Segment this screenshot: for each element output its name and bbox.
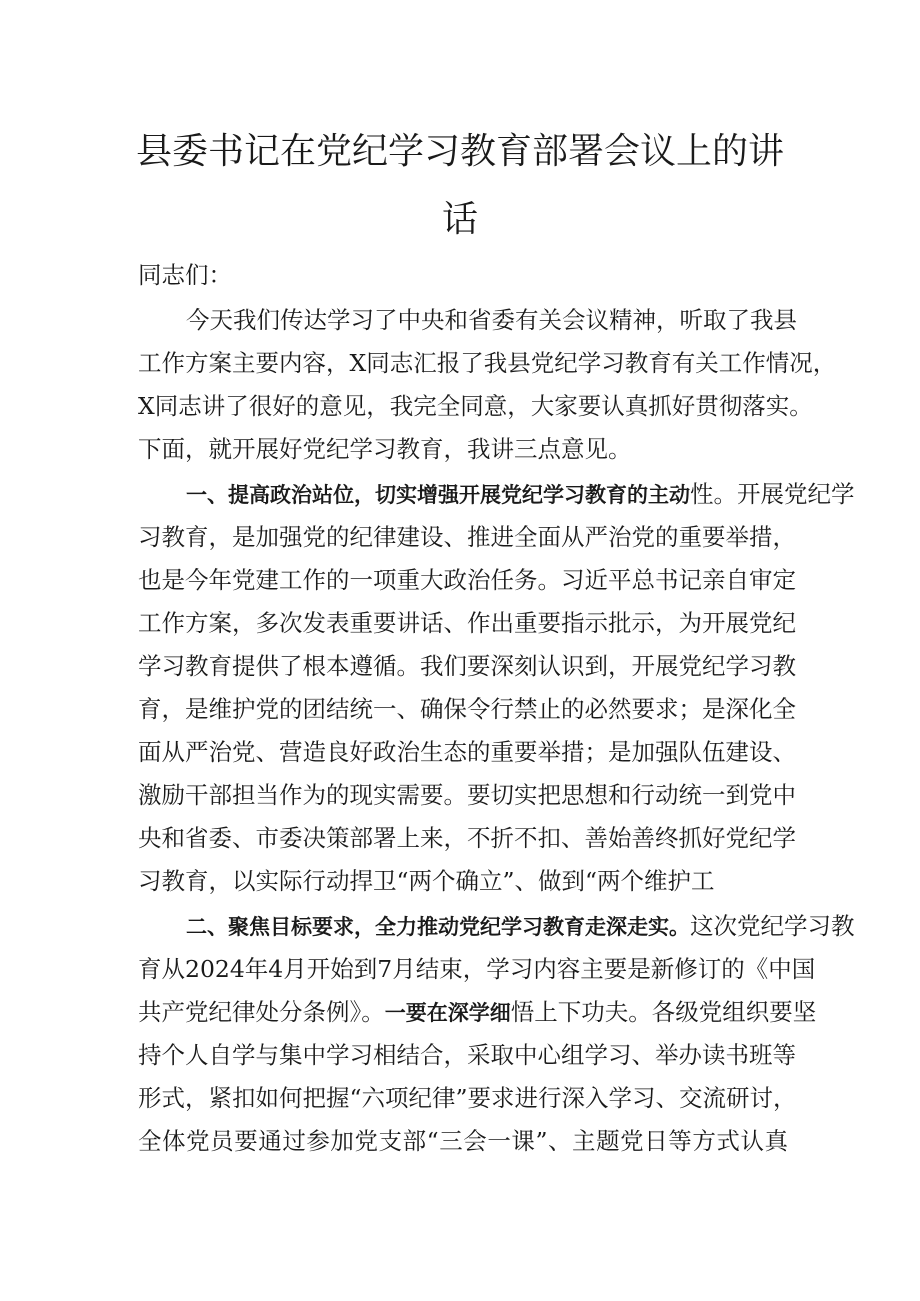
paragraph-3-line-3: [138, 997, 817, 1027]
paragraph-1-line-4: 下面，就开展好党纪学习教育，我讲三点意见。: [138, 435, 632, 463]
salutation: 同志们：: [138, 261, 232, 289]
paragraph-2-line-8: 激励干部担当作为的现实需要。要切实把思想和行动统一到党中: [138, 781, 796, 809]
section-1-heading: 一、提高政治站位，切实增强开展党纪学习教育的主动: [186, 483, 690, 507]
paragraph-2-line-9: 央和省委、市委决策部署上来，不折不扣、善始善终抓好党纪学: [138, 824, 796, 852]
paragraph-2-line-6: 育，是维护党的团结统一、确保令行禁止的必然要求；是深化全: [138, 695, 796, 723]
paragraph-3-line-1-text: 这次党纪学习教: [690, 912, 855, 940]
paragraph-3-line-5: 形式，紧扣如何把握“六项纪律”要求进行深入学习、交流研讨，: [138, 1084, 797, 1112]
paragraph-2-line-4: 工作方案，多次发表重要讲话、作出重要指示批示，为开展党纪: [138, 609, 796, 637]
paragraph-1-line-1: 今天我们传达学习了中央和省委有关会议精神，听取了我县: [186, 306, 797, 334]
paragraph-3-line-4: 持个人自学与集中学习相结合，采取中心组学习、举办读书班等: [138, 1041, 796, 1069]
paragraph-2-line-1: [186, 479, 855, 509]
paragraph-3-line-2: 育从2024年4月开始到7月结束，学习内容主要是新修订的《中国: [138, 955, 816, 983]
paragraph-2-line-1-text: 性。开展党纪学: [690, 480, 855, 508]
paragraph-2-line-2: 习教育，是加强党的纪律建设、推进全面从严治党的重要举措，: [138, 523, 796, 551]
document-title-line-1: 县委书记在党纪学习教育部署会议上的讲: [135, 131, 784, 172]
section-2-heading: 二、聚焦目标要求，全力推动党纪学习教育走深走实。: [186, 915, 690, 939]
paragraph-3-line-6: 全体党员要通过参加党支部“三会一课”、主题党日等方式认真: [138, 1127, 788, 1155]
paragraph-2-line-3: 也是今年党建工作的一项重大政治任务。习近平总书记亲自审定: [138, 566, 796, 594]
paragraph-3-line-3-tail: 悟上下功夫。各级党组织要坚: [510, 998, 817, 1026]
paragraph-2-line-7: 面从严治党、营造良好政治生态的重要举措；是加强队伍建设、: [138, 738, 796, 766]
paragraph-1-line-2: 工作方案主要内容，X同志汇报了我县党纪学习教育有关工作情况，: [138, 349, 837, 377]
paragraph-2-line-10: 习教育，以实际行动捍卫“两个确立”、做到“两个维护工: [138, 867, 715, 895]
document-title-line-2: 话: [441, 199, 478, 240]
paragraph-3-line-3-text: 共产党纪律处分条例》。: [138, 998, 385, 1026]
paragraph-1-line-3: X同志讲了很好的意见，我完全同意，大家要认真抓好贯彻落实。: [138, 392, 813, 420]
paragraph-3-line-1: [186, 911, 855, 941]
paragraph-2-line-5: 学习教育提供了根本遵循。我们要深刻认识到，开展党纪学习教: [138, 652, 796, 680]
sub-heading-1: 一要在深学细: [384, 1001, 511, 1025]
